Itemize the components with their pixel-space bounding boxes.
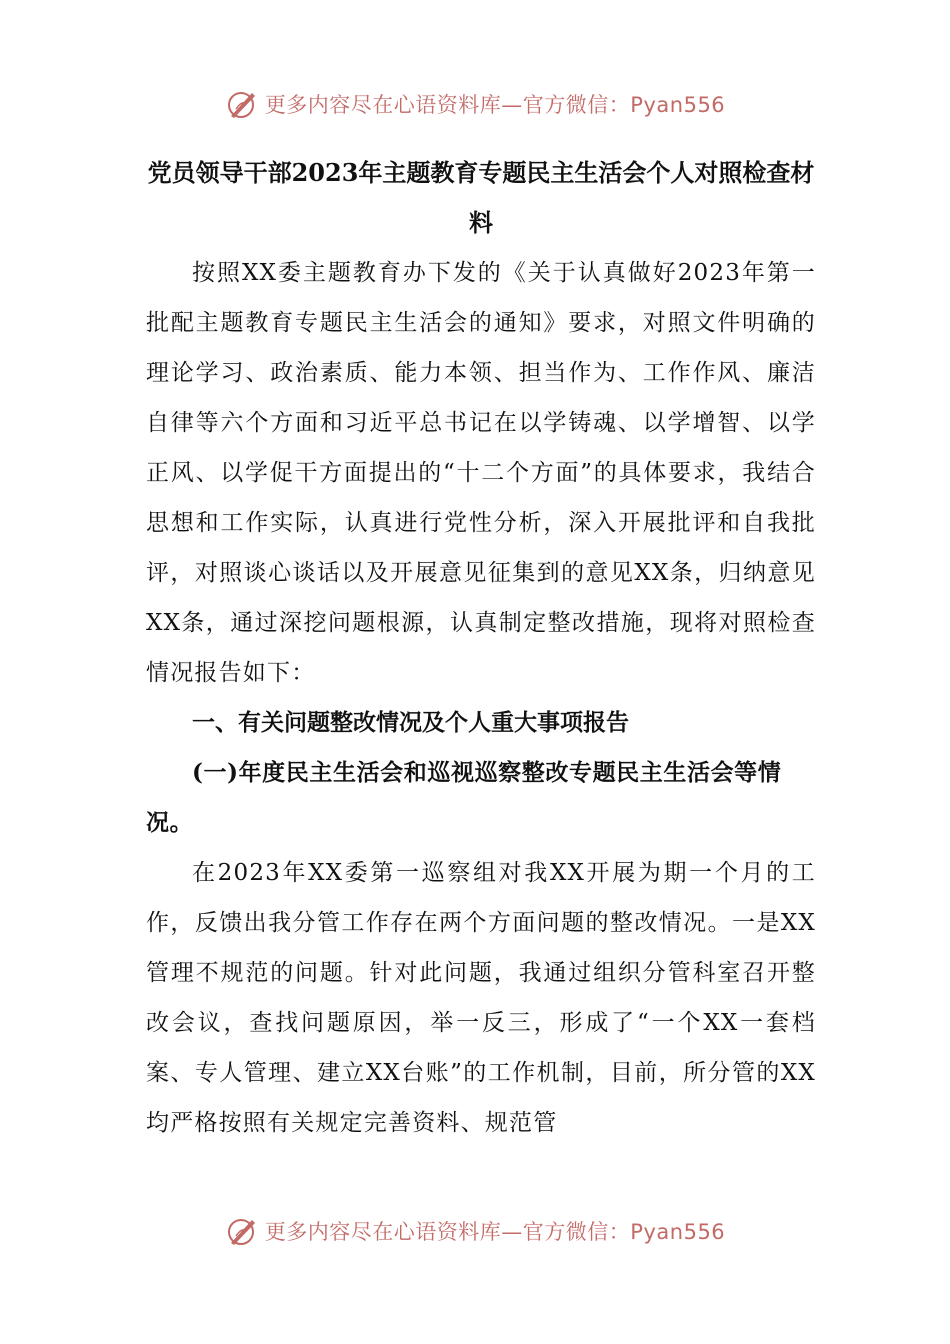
document-body [146,148,816,1148]
document-title: 党员领导干部2023年主题教育专题民主生活会个人对照检查材料 [147,158,815,237]
pen-circle-logo-icon [225,1214,259,1248]
pen-circle-logo-icon [225,87,259,121]
watermark-text: 更多内容尽在心语资料库—官方微信：Pyan556 [264,93,726,117]
intro-paragraph: 按照XX委主题教育办下发的《关于认真做好2023年第一批配主题教育专题民主生活会的通知》要求，对照文件明确的理论学习、政治素质、能力本领、担当作为、工作作风、廉洁自律等六个方面和习近平总书记在以学铸魂、以学增智、以学正风、以学促干方面提出的“十二个方面”的具体要求，我结合思想和工作实际，认真进行党性分析，深入开展批评和自我批评，对照谈心谈话以及开展意见征集到的意见XX条，归纳意见XX条，通过深挖问题根源，认真制定整改措施，现将对照检查情况报告如下： [146,260,816,686]
watermark-footer [0,1211,950,1251]
section-heading: 一、有关问题整改情况及个人重大事项报告 [192,709,629,736]
watermark-header [0,84,950,124]
subsection-paragraph: 在2023年XX委第一巡察组对我XX开展为期一个月的工作，反馈出我分管工作存在两个方面问题的整改情况。一是XX管理不规范的问题。针对此问题，我通过组织分管科室召开整改会议，查找问题原因，举一反三，形成了“一个XX一套档案、专人管理、建立XX台账”的工作机制，目前，所分管的XX均严格按照有关规定完善资料、规范管 [146,860,816,1136]
subsection-heading: (一)年度民主生活会和巡视巡察整改专题民主生活会等情况。 [146,759,782,836]
watermark-text: 更多内容尽在心语资料库—官方微信：Pyan556 [264,1220,726,1244]
